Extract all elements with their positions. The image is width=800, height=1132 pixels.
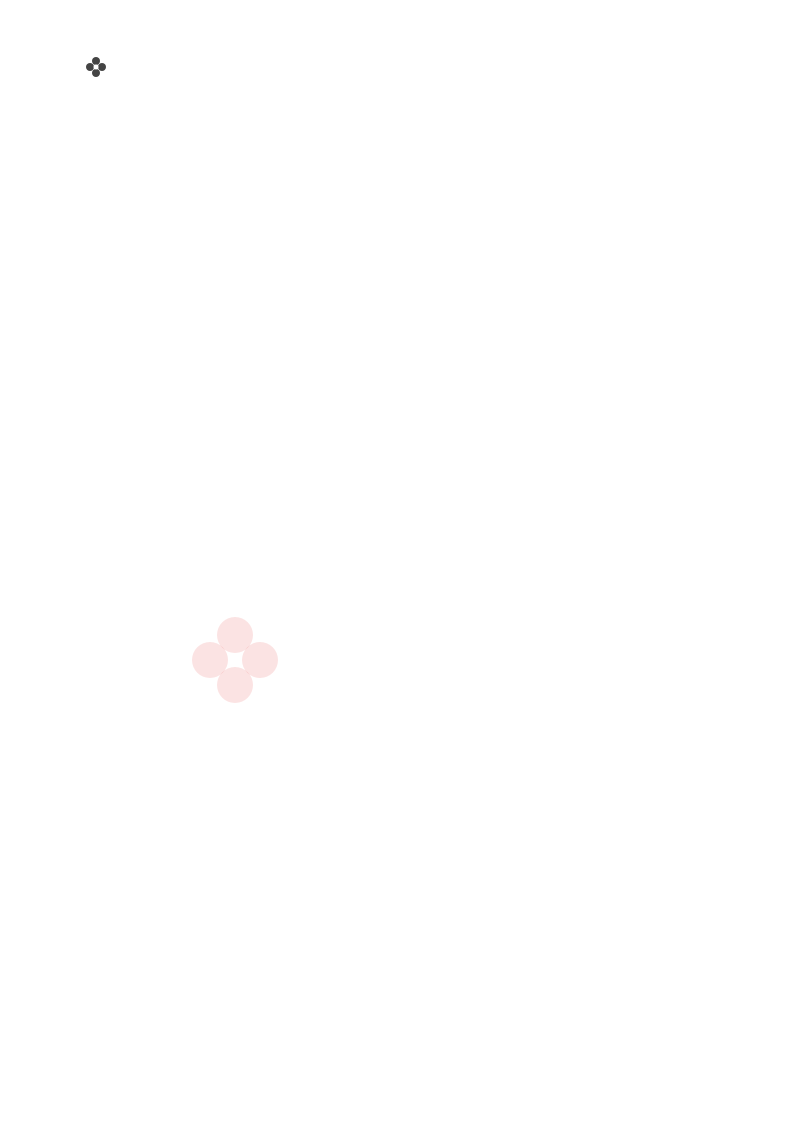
watermark-flower-icon (190, 615, 280, 705)
section-heading (86, 126, 722, 190)
flower-logo-icon (85, 56, 107, 78)
page-body (86, 112, 722, 196)
publisher-logo (85, 56, 113, 78)
